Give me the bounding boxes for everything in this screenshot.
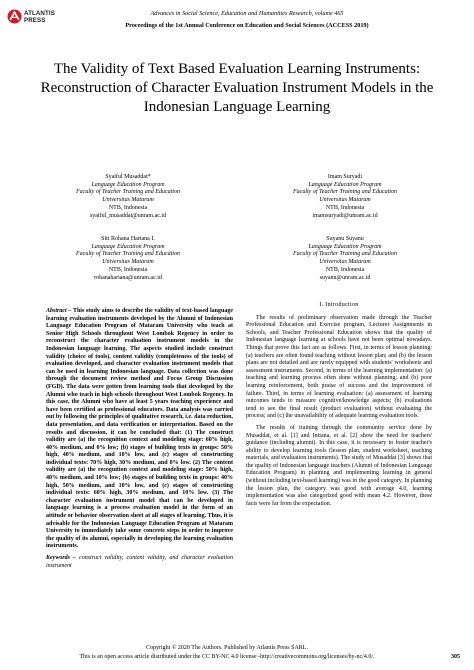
- author-university: Universitas Mataram: [102, 259, 154, 266]
- author-location: NTB, Indonesia: [325, 266, 365, 273]
- author-department: Language Education Program: [91, 181, 165, 188]
- author-email: suyanu@unram.ac.id: [319, 274, 371, 281]
- abstract-label: Abstract –: [46, 308, 72, 314]
- license-notice: This is an open access article distributed under the CC BY-NC 4.0 license -http://creativecommons.org/licenses/by-nc/4.0/.: [79, 654, 375, 660]
- author-department: Language Education Program: [308, 243, 382, 250]
- keywords-label: Keywords –: [46, 555, 77, 561]
- author-block: [255, 236, 435, 282]
- logo-line-1: ATLANTIS: [24, 10, 55, 17]
- author-email: syaiful_musaddat@unram.ac.id: [89, 212, 167, 219]
- author-name: Syaiful Musaddat*: [105, 174, 151, 180]
- author-email: rohanahariana@unram.ac.id: [94, 274, 162, 281]
- author-university: Universitas Mataram: [319, 197, 371, 204]
- abstract: [46, 308, 233, 551]
- publisher-logo: [7, 8, 61, 34]
- author-university: Universitas Mataram: [319, 259, 371, 266]
- section-heading: I. Introduction: [319, 302, 359, 308]
- page-number: 305: [451, 654, 460, 660]
- abstract-column: [46, 308, 233, 570]
- keywords: [46, 555, 233, 570]
- author-block: [38, 236, 218, 282]
- author-department: Language Education Program: [91, 243, 165, 250]
- body-paragraph: The results of preliminary observation made through the Teacher Professional Education and Exercise program, Lecturer Assignments in Schools, and Teacher Professional Education shows that the quality of Indonesian language learning at schools have not been optimal nowadays. Things that prove this fact are as follows. First, in terms of lesson planning: (a) teachers are often found teaching without lesson plan; and (b) the lesson plans are not detailed and are rarely equipped with students' worksheets and assessment instruments. Second, in terms of the learning implementation: (a) teaching and learning process often done without planning; and (b) poor learning reinforcement, both praise of success and the improvement of failure. Third, in terms of learning evaluation: (a) assessment of learning outcomes tends to measure cognitive/knowledge aspects; (b) evaluations tend to see the final result (product evaluation) without evaluating the process; and (c) the unavailability of adequate learning evaluation tools.: [246, 314, 432, 420]
- author-block: [255, 174, 435, 220]
- author-location: NTB, Indonesia: [108, 266, 148, 273]
- author-location: NTB, Indonesia: [108, 204, 148, 211]
- proceedings-line: Proceedings of the 1st Annual Conference on Education and Social Sciences (ACCESS 2019): [125, 22, 369, 29]
- author-department: Language Education Program: [308, 181, 382, 188]
- author-faculty: Faculty of Teacher Training and Education: [293, 189, 397, 196]
- author-university: Universitas Mataram: [102, 197, 154, 204]
- logo-line-2: PRESS: [24, 17, 46, 24]
- introduction-column: [246, 302, 432, 512]
- author-faculty: Faculty of Teacher Training and Education: [76, 251, 180, 258]
- author-faculty: Faculty of Teacher Training and Education: [293, 251, 397, 258]
- author-name: Imam Suryadi: [327, 174, 363, 180]
- author-name: Suyanu Suyanu: [326, 236, 364, 242]
- author-email: imamsuryadi@unram.ac.id: [312, 212, 378, 219]
- abstract-text: This study aims to describe the validity of text-based language learning evaluation instruments developed by the Alumni of Indonesian Language Education Program of Mataram University who teach at Senior High Schools throughout West Lombok Regency in order to reconstruct the character evaluation instrument models in the Indonesian language learning. The aspects studied include construct validity (choice of tools), content validity (completeness of the tools) of evaluation developed, and character evaluation instrument models that can be used in learning Indonesian language. Data collection was done through the document review method and Focus Group Discussion (FGD). The data were gotten from learning tools that developed by the Alumni who teach in high schools throughout West Lombok Regency. In this case, the Alumni who have at least 5 years teaching experience and have been certified as professional educators. Data analysis was carried out by following the principles of qualitative research, i.e. data reduction, data presentation, and data verification or interpretation. Based on the results and discussion, it can be concluded that: (1) The construct validity are (a) the recognition context and modeling stage: 60% high, 40% medium, and 0% low; (b) stages of building texts in groups: 50% high, 40% medium, and 10% low, and (c) stages of constructing individual texts: 70% high, 30% medium, and 0% low. (2) The content validity are (a) the recognition context and modeling stage: 50% high, 40% medium, and 10% low; (b) stages of building texts in groups: 40% high, 50% medium, and 10% low, and (c) stages of constructing individual texts: 60% high, 30% medium, and 10% low. (3) The character evaluation instrument model that can be developed in language learning is a process evaluation model in the form of an attitude or behavior observation sheet at all stages of learning. Thus, it is advisable for the Indonesian Language Education Program at Mataram University to immediately take some concrete steps in order to improve the quality of its alumni, especially in developing the learning evaluation instruments.: [46, 308, 234, 550]
- author-block: [38, 174, 218, 220]
- author-location: NTB, Indonesia: [325, 204, 365, 211]
- copyright-notice: Copyright © 2020 The Authors. Published by Atlantis Press SARL.: [146, 645, 308, 651]
- body-paragraph: The results of training through the community service done by Musaddat, et al. [1] and Intiana, et al. [2] show the need for teachers' guidance (including alumni). In this case, it is necessary to foster teacher's ability to develop learning tools (lesson plan, student worksheet, teaching materials, and evaluation instruments). The study of Musaddat [3] shows that the quality of Indonesian language teachers (Alumni of Indonesian Language Education Program) in planning and implementing learning in general (without including text-based learning) was in the good category. In planning the lesson plan, the category was good with average 4.0, learning implementation was also categorized good with mean 4.2. However, these facts were far from the expectation.: [246, 424, 432, 507]
- keywords-text: construct validity, content validity, and character evaluation instrument: [46, 555, 234, 569]
- logo-wordmark: [24, 10, 55, 24]
- series-line: Advances in Social Science, Education and Humanities Research, volume 465: [150, 10, 344, 17]
- author-faculty: Faculty of Teacher Training and Education: [76, 189, 180, 196]
- author-name: Siti Rohana Hariana I.: [101, 236, 155, 242]
- paper-title: The Validity of Text Based Evaluation Learning Instruments: Reconstruction of Character Evaluation Instrument Models in the Indonesian Language Learning: [40, 61, 434, 115]
- atlantis-logo-icon: [7, 9, 22, 24]
